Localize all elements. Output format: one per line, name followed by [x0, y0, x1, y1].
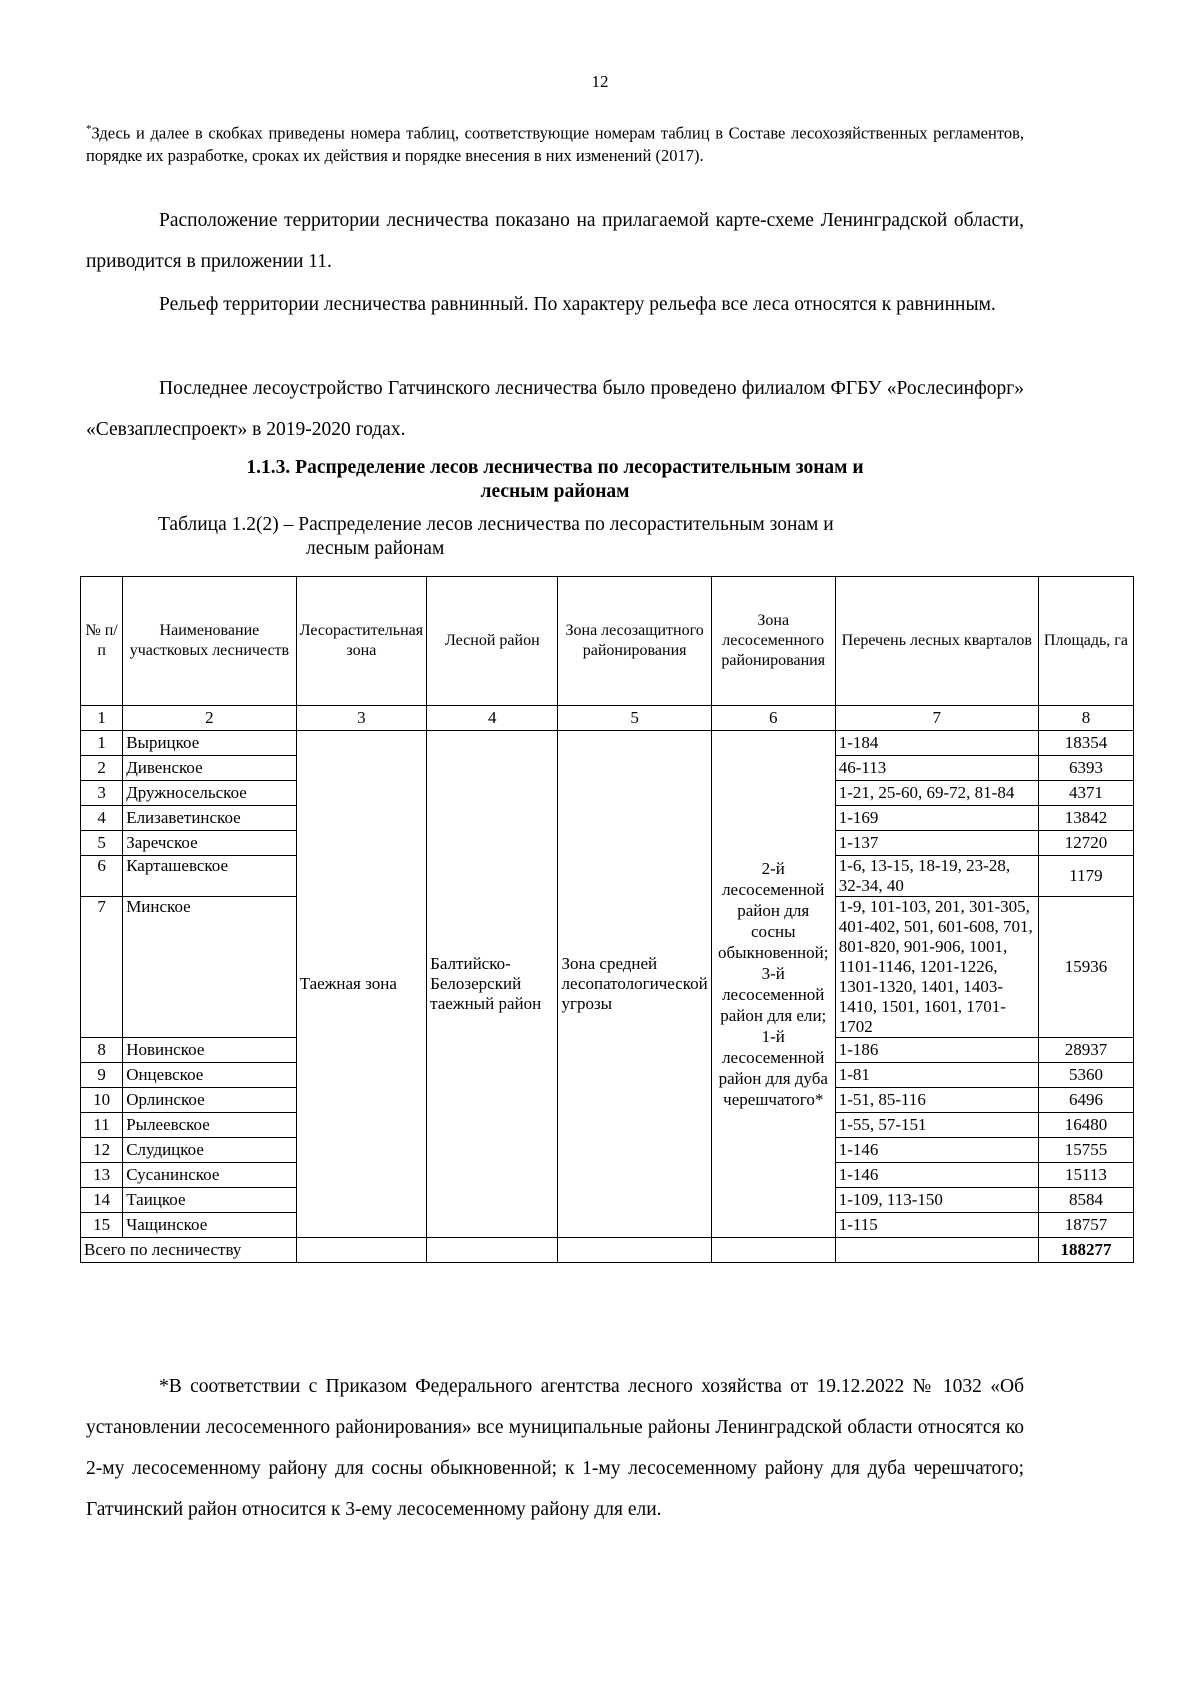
row-name: Орлинское	[123, 1088, 296, 1113]
column-number-row	[81, 706, 1134, 731]
row-quarters: 46-113	[835, 756, 1038, 781]
total-empty-cell	[711, 1238, 835, 1263]
row-name: Дружносельское	[123, 781, 296, 806]
row-name: Заречское	[123, 831, 296, 856]
table-caption-line2: лесным районам	[306, 538, 445, 559]
row-number: 8	[81, 1038, 123, 1063]
total-label: Всего по лесничеству	[81, 1238, 297, 1263]
column-number: 2	[123, 706, 296, 731]
row-name: Карташевское	[123, 856, 296, 897]
total-empty-cell	[558, 1238, 711, 1263]
row-quarters: 1-109, 113-150	[835, 1188, 1038, 1213]
row-area: 6393	[1038, 756, 1133, 781]
row-number: 3	[81, 781, 123, 806]
section-heading	[86, 456, 1024, 504]
row-quarters: 1-115	[835, 1213, 1038, 1238]
footnote	[86, 118, 1024, 167]
column-number: 5	[558, 706, 711, 731]
table-header-row	[81, 577, 1134, 706]
row-name: Таицкое	[123, 1188, 296, 1213]
total-area: 188277	[1038, 1238, 1133, 1263]
row-quarters: 1-9, 101-103, 201, 301-305, 401-402, 501, 601-608, 701, 801-820, 901-906, 1001, 1101-1146, 1201-1226, 1301-1320, 1401, 1403-1410, 1501, 1601, 1701-1702	[835, 897, 1038, 1038]
total-empty-cell	[835, 1238, 1038, 1263]
row-area: 4371	[1038, 781, 1133, 806]
table-caption	[86, 513, 1024, 561]
row-area: 18354	[1038, 731, 1133, 756]
row-name: Новинское	[123, 1038, 296, 1063]
row-name: Рылеевское	[123, 1113, 296, 1138]
row-name: Онцевское	[123, 1063, 296, 1088]
column-number: 7	[835, 706, 1038, 731]
header-district: Лесной район	[427, 577, 558, 706]
row-number: 10	[81, 1088, 123, 1113]
row-number: 5	[81, 831, 123, 856]
merged-zone: Таежная зона	[296, 731, 427, 1238]
row-number: 1	[81, 731, 123, 756]
row-quarters: 1-81	[835, 1063, 1038, 1088]
row-quarters: 1-137	[835, 831, 1038, 856]
row-name: Чащинское	[123, 1213, 296, 1238]
table-caption-line1: Таблица 1.2(2) – Распределение лесов лесничества по лесорастительным зонам и	[158, 514, 834, 535]
row-number: 2	[81, 756, 123, 781]
row-quarters: 1-184	[835, 731, 1038, 756]
row-number: 15	[81, 1213, 123, 1238]
merged-protection-zone: Зона средней лесопатологической угрозы	[558, 731, 711, 1238]
row-area: 18757	[1038, 1213, 1133, 1238]
column-number: 3	[296, 706, 427, 731]
paragraph-location: Расположение территории лесничества показано на прилагаемой карте-схеме Ленинградской области, приводится в приложении 11.	[86, 210, 1024, 272]
header-protection-zone: Зона лесозащитного районирования	[558, 577, 711, 706]
header-zone: Лесорастительная зона	[296, 577, 427, 706]
row-quarters: 1-6, 13-15, 18-19, 23-28, 32-34, 40	[835, 856, 1038, 897]
section-heading-line1: 1.1.3. Распределение лесов лесничества по лесорастительным зонам и	[246, 457, 864, 478]
row-number: 11	[81, 1113, 123, 1138]
row-quarters: 1-21, 25-60, 69-72, 81-84	[835, 781, 1038, 806]
row-quarters: 1-169	[835, 806, 1038, 831]
header-seed-zone: Зона лесосеменного районирования	[711, 577, 835, 706]
total-empty-cell	[296, 1238, 427, 1263]
forest-distribution-table	[80, 576, 1134, 1263]
row-name: Елизаветинское	[123, 806, 296, 831]
merged-seed-zone: 2-й лесосеменной район для сосны обыкновенной; 3-й лесосеменной район для ели; 1-й лесосеменной район для дуба черешчатого*	[711, 731, 835, 1238]
row-area: 16480	[1038, 1113, 1133, 1138]
column-number: 4	[427, 706, 558, 731]
table-total-row	[81, 1238, 1134, 1263]
column-number: 6	[711, 706, 835, 731]
header-name: Наименование участковых лесничеств	[123, 577, 296, 706]
total-empty-cell	[427, 1238, 558, 1263]
row-area: 12720	[1038, 831, 1133, 856]
row-quarters: 1-51, 85-116	[835, 1088, 1038, 1113]
row-area: 6496	[1038, 1088, 1133, 1113]
row-area: 5360	[1038, 1063, 1133, 1088]
row-name: Дивенское	[123, 756, 296, 781]
merged-district: Балтийско-Белозерский таежный район	[427, 731, 558, 1238]
row-area: 8584	[1038, 1188, 1133, 1213]
row-name: Сусанинское	[123, 1163, 296, 1188]
row-area: 1179	[1038, 856, 1133, 897]
row-name: Слудицкое	[123, 1138, 296, 1163]
row-area: 15755	[1038, 1138, 1133, 1163]
row-number: 9	[81, 1063, 123, 1088]
row-number: 6	[81, 856, 123, 897]
footnote-marker: *	[86, 123, 92, 135]
section-heading-line2: лесным районам	[480, 481, 630, 502]
row-quarters: 1-186	[835, 1038, 1038, 1063]
row-quarters: 1-146	[835, 1138, 1038, 1163]
row-area: 15113	[1038, 1163, 1133, 1188]
row-number: 7	[81, 897, 123, 1038]
bottom-note: *В соответствии с Приказом Федерального агентства лесного хозяйства от 19.12.2022 № 1032 «Об установлении лесосеменного районирования» все муниципальные районы Ленинградской области относятся ко 2-му лесосеменному району для сосны обыкновенной; к 1-му лесосеменному району для дуба черешчатого; Гатчинский район относится к 3-ему лесосеменному району для ели.	[86, 1376, 1024, 1520]
header-number: № п/п	[81, 577, 123, 706]
row-number: 4	[81, 806, 123, 831]
row-area: 13842	[1038, 806, 1133, 831]
row-name: Вырицкое	[123, 731, 296, 756]
row-quarters: 1-55, 57-151	[835, 1113, 1038, 1138]
paragraph-forest-inventory: Последнее лесоустройство Гатчинского лесничества было проведено филиалом ФГБУ «Рослесинфорг» «Севзаплеспроект» в 2019-2020 годах.	[86, 378, 1024, 440]
row-number: 13	[81, 1163, 123, 1188]
table-row	[81, 731, 1134, 756]
row-number: 12	[81, 1138, 123, 1163]
header-area: Площадь, га	[1038, 577, 1133, 706]
page-number: 12	[591, 72, 609, 91]
row-area: 15936	[1038, 897, 1133, 1038]
row-area: 28937	[1038, 1038, 1133, 1063]
column-number: 1	[81, 706, 123, 731]
footnote-text: Здесь и далее в скобках приведены номера таблиц, соответствующие номерам таблиц в Составе лесохозяйственных регламентов, порядке их разработке, сроках их действия и порядке внесения в них изменений (2017).	[86, 123, 1024, 165]
paragraph-relief: Рельеф территории лесничества равнинный. По характеру рельефа все леса относятся к равнинным.	[159, 294, 996, 315]
row-number: 14	[81, 1188, 123, 1213]
row-name: Минское	[123, 897, 296, 1038]
header-quarters: Перечень лесных кварталов	[835, 577, 1038, 706]
column-number: 8	[1038, 706, 1133, 731]
row-quarters: 1-146	[835, 1163, 1038, 1188]
